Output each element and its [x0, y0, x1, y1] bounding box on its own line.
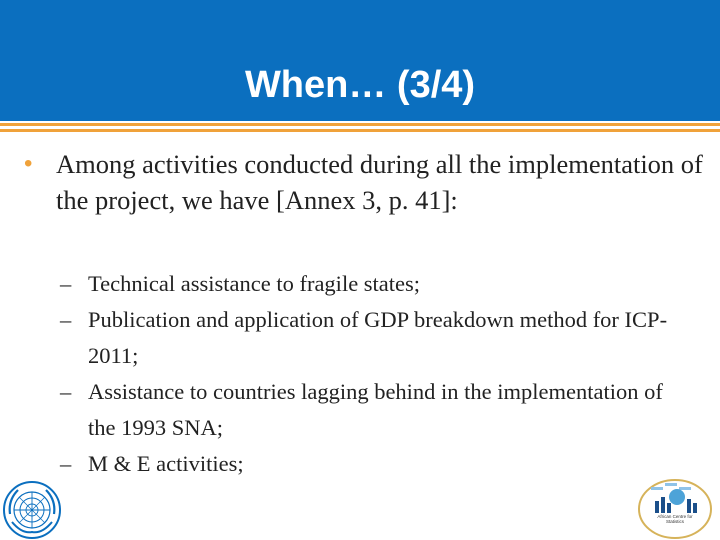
- sub-bullet-text: Technical assistance to fragile states;: [88, 271, 421, 296]
- slide-title: When… (3/4): [244, 64, 476, 106]
- bullet-icon: •: [24, 150, 33, 177]
- african-centre-for-statistics-logo: [637, 473, 713, 539]
- dash-icon: –: [60, 379, 72, 404]
- sub-bullet-text: M & E activities;: [88, 451, 244, 476]
- sub-bullet-item: [60, 446, 680, 482]
- un-emblem-icon: [2, 480, 62, 540]
- dash-icon: –: [60, 307, 72, 332]
- sub-bullet-list: [60, 266, 680, 482]
- sub-bullet-item: [60, 374, 680, 446]
- sub-bullet-text: Publication and application of GDP breakdown method for ICP-2011;: [88, 307, 668, 368]
- dash-icon: –: [60, 451, 72, 476]
- sub-bullet-item: [60, 266, 680, 302]
- title-divider-bottom: [0, 129, 720, 132]
- sub-bullet-text: Assistance to countries lagging behind in the implementation of the 1993 SNA;: [88, 379, 663, 440]
- sub-bullet-item: [60, 302, 680, 374]
- title-divider-top: [0, 123, 720, 126]
- dash-icon: –: [60, 271, 72, 296]
- acs-logo-caption: African Centre for Statistics: [657, 514, 693, 524]
- main-bullet-text: Among activities conducted during all the implementation of the project, we have [Annex 3, p. 41]:: [56, 149, 703, 215]
